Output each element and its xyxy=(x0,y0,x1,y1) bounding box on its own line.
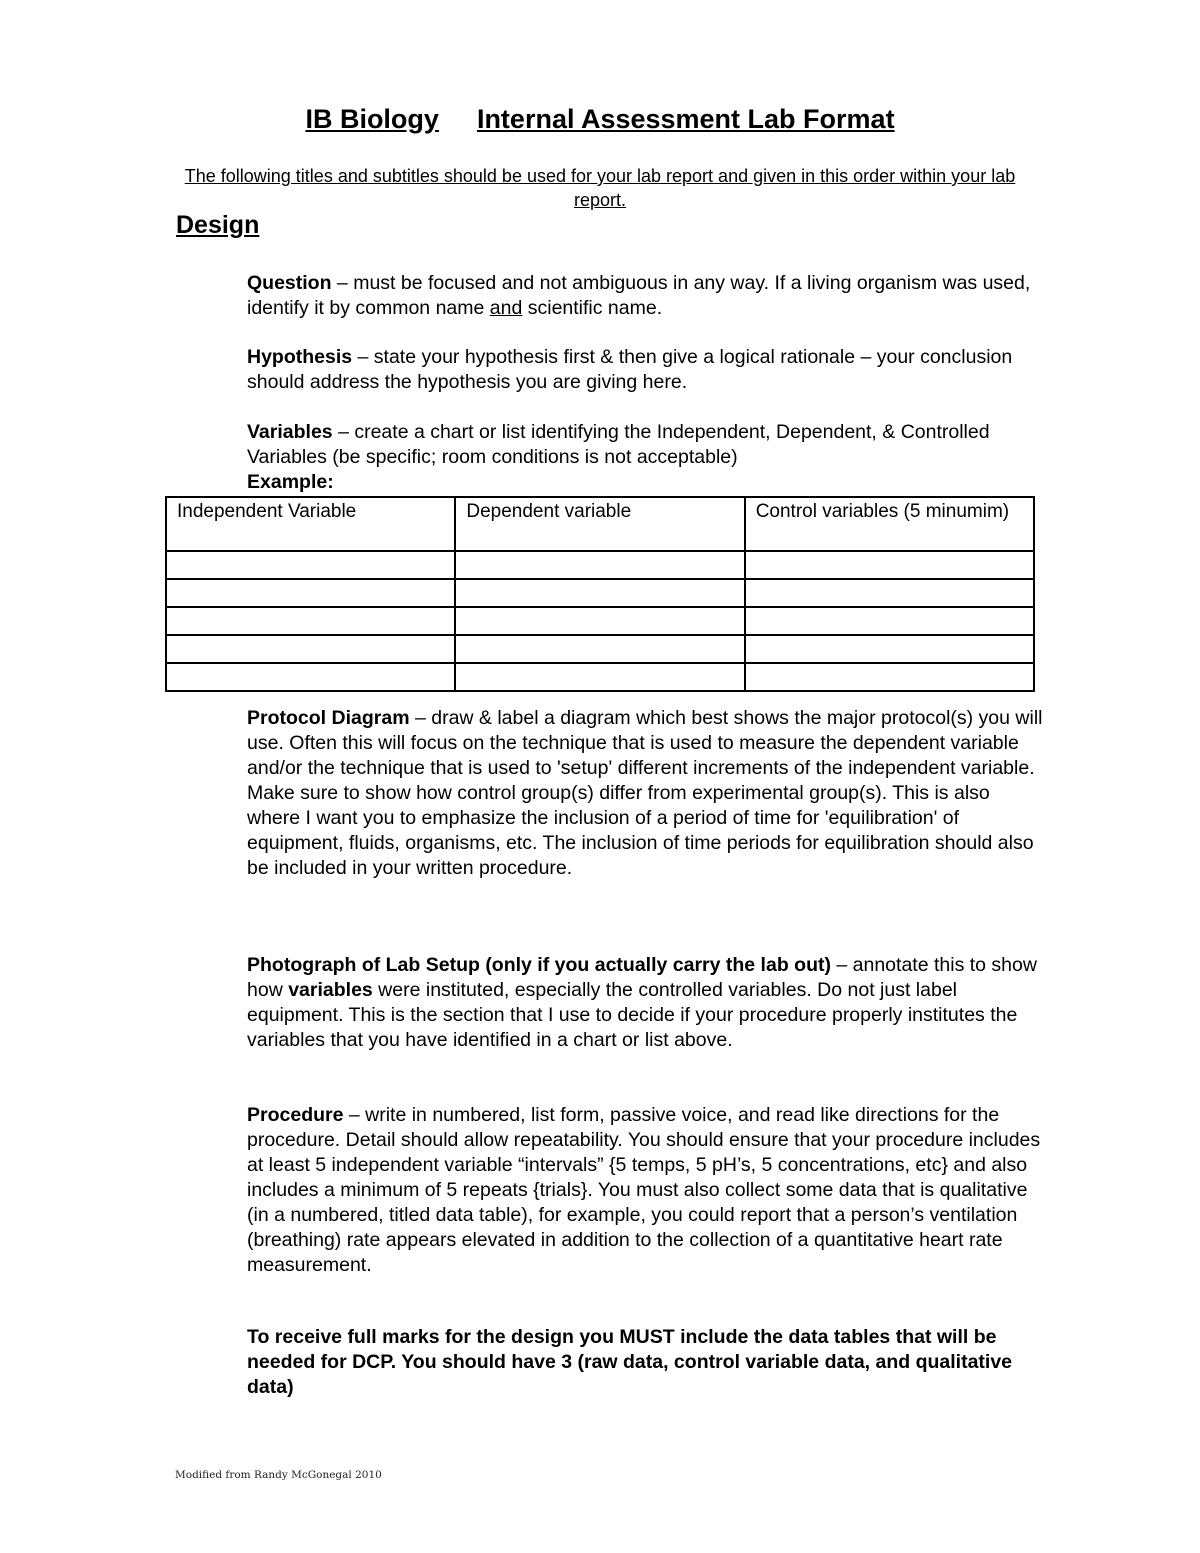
table-row xyxy=(166,551,1034,579)
procedure-label: Procedure xyxy=(247,1104,344,1126)
hypothesis-text: – state your hypothesis first & then give a logical rationale – your conclusion should address the hypothesis you are giving here. xyxy=(247,346,1013,393)
question-text-end: scientific name. xyxy=(522,297,663,319)
variables-label: Variables xyxy=(247,421,333,443)
variables-table xyxy=(165,496,1035,692)
table-cell xyxy=(745,635,1034,663)
table-row xyxy=(166,607,1034,635)
photograph-bold-word: variables xyxy=(288,979,373,1001)
table-cell xyxy=(455,635,744,663)
table-cell xyxy=(455,579,744,607)
question-paragraph xyxy=(247,271,1047,321)
table-row xyxy=(166,663,1034,691)
table-cell xyxy=(455,551,744,579)
variables-paragraph xyxy=(247,420,1047,470)
table-row xyxy=(166,635,1034,663)
title-course: IB Biology xyxy=(305,104,439,134)
question-text: – must be focused and not ambiguous in any way. If a living organism was used, identify it by common name xyxy=(247,272,1031,319)
question-label: Question xyxy=(247,272,332,294)
procedure-text: – write in numbered, list form, passive voice, and read like directions for the procedure. Detail should allow repeatability. You should ensure that your procedure includes at least 5 independent variable “intervals” {5 temps, 5 pH’s, 5 concentrations, etc} and also includes a minimum of 5 repeats {trials}. You must also collect some data that is qualitative (in a numbered, titled data table), for example, you could report that a person’s ventilation (breathing) rate appears elevated in addition to the collection of a quantitative heart rate measurement. xyxy=(247,1104,1041,1276)
table-cell xyxy=(745,663,1034,691)
design-heading: Design xyxy=(176,211,260,239)
table-cell xyxy=(745,579,1034,607)
photograph-label: Photograph of Lab Setup (only if you actually carry the lab out) xyxy=(247,954,831,976)
intro-text: The following titles and subtitles should be used for your lab report and given in this order within your lab report. xyxy=(184,166,1016,210)
protocol-label: Protocol Diagram xyxy=(247,707,410,729)
photograph-text-end: were instituted, especially the controlled variables. Do not just label equipment. This is the section that I use to decide if your procedure properly institutes the variables that you have identified in a chart or list above. xyxy=(247,979,1018,1051)
question-underlined: and xyxy=(489,297,523,319)
variables-text: – create a chart or list identifying the Independent, Dependent, & Controlled Variables (be specific; room conditions is not acceptable) xyxy=(247,421,990,468)
table-cell xyxy=(166,551,455,579)
hypothesis-label: Hypothesis xyxy=(247,346,353,368)
table-header-cell: Dependent variable xyxy=(455,497,744,551)
table-header-cell: Control variables (5 minumim) xyxy=(745,497,1034,551)
hypothesis-paragraph xyxy=(247,345,1047,395)
procedure-paragraph xyxy=(247,1103,1047,1278)
footer-credit: Modified from Randy McGonegal 2010 xyxy=(175,1469,382,1481)
table-cell xyxy=(166,635,455,663)
table-cell xyxy=(166,579,455,607)
table-header-row xyxy=(166,497,1034,551)
example-label: Example: xyxy=(247,471,334,493)
photograph-paragraph xyxy=(247,953,1047,1053)
table-cell xyxy=(166,607,455,635)
protocol-text: – draw & label a diagram which best shows the major protocol(s) you will use. Often this will focus on the technique that is used to measure the dependent variable and/or the technique that is used to 'setup' different increments of the independent variable. Make sure to show how control group(s) differ from experimental group(s). This is also where I want you to emphasize the inclusion of a period of time for 'equilibration' of equipment, fluids, organisms, etc. The inclusion of time periods for equilibration should also be included in your written procedure. xyxy=(247,707,1043,879)
photograph-text: annotate this to show how xyxy=(247,954,1037,1001)
table-cell xyxy=(745,607,1034,635)
protocol-paragraph xyxy=(247,706,1047,881)
photograph-dash: – xyxy=(830,954,848,976)
table-header-cell: Independent Variable xyxy=(166,497,455,551)
table-cell xyxy=(455,607,744,635)
table-row xyxy=(166,579,1034,607)
table-cell xyxy=(455,663,744,691)
full-marks-note: To receive full marks for the design you MUST include the data tables that will be needed for DCP. You should have 3 (raw data, control variable data, and qualitative data) xyxy=(247,1326,1013,1398)
title-subject: Internal Assessment Lab Format xyxy=(476,104,895,134)
table-cell xyxy=(745,551,1034,579)
table-cell xyxy=(166,663,455,691)
page-title xyxy=(0,104,1200,135)
